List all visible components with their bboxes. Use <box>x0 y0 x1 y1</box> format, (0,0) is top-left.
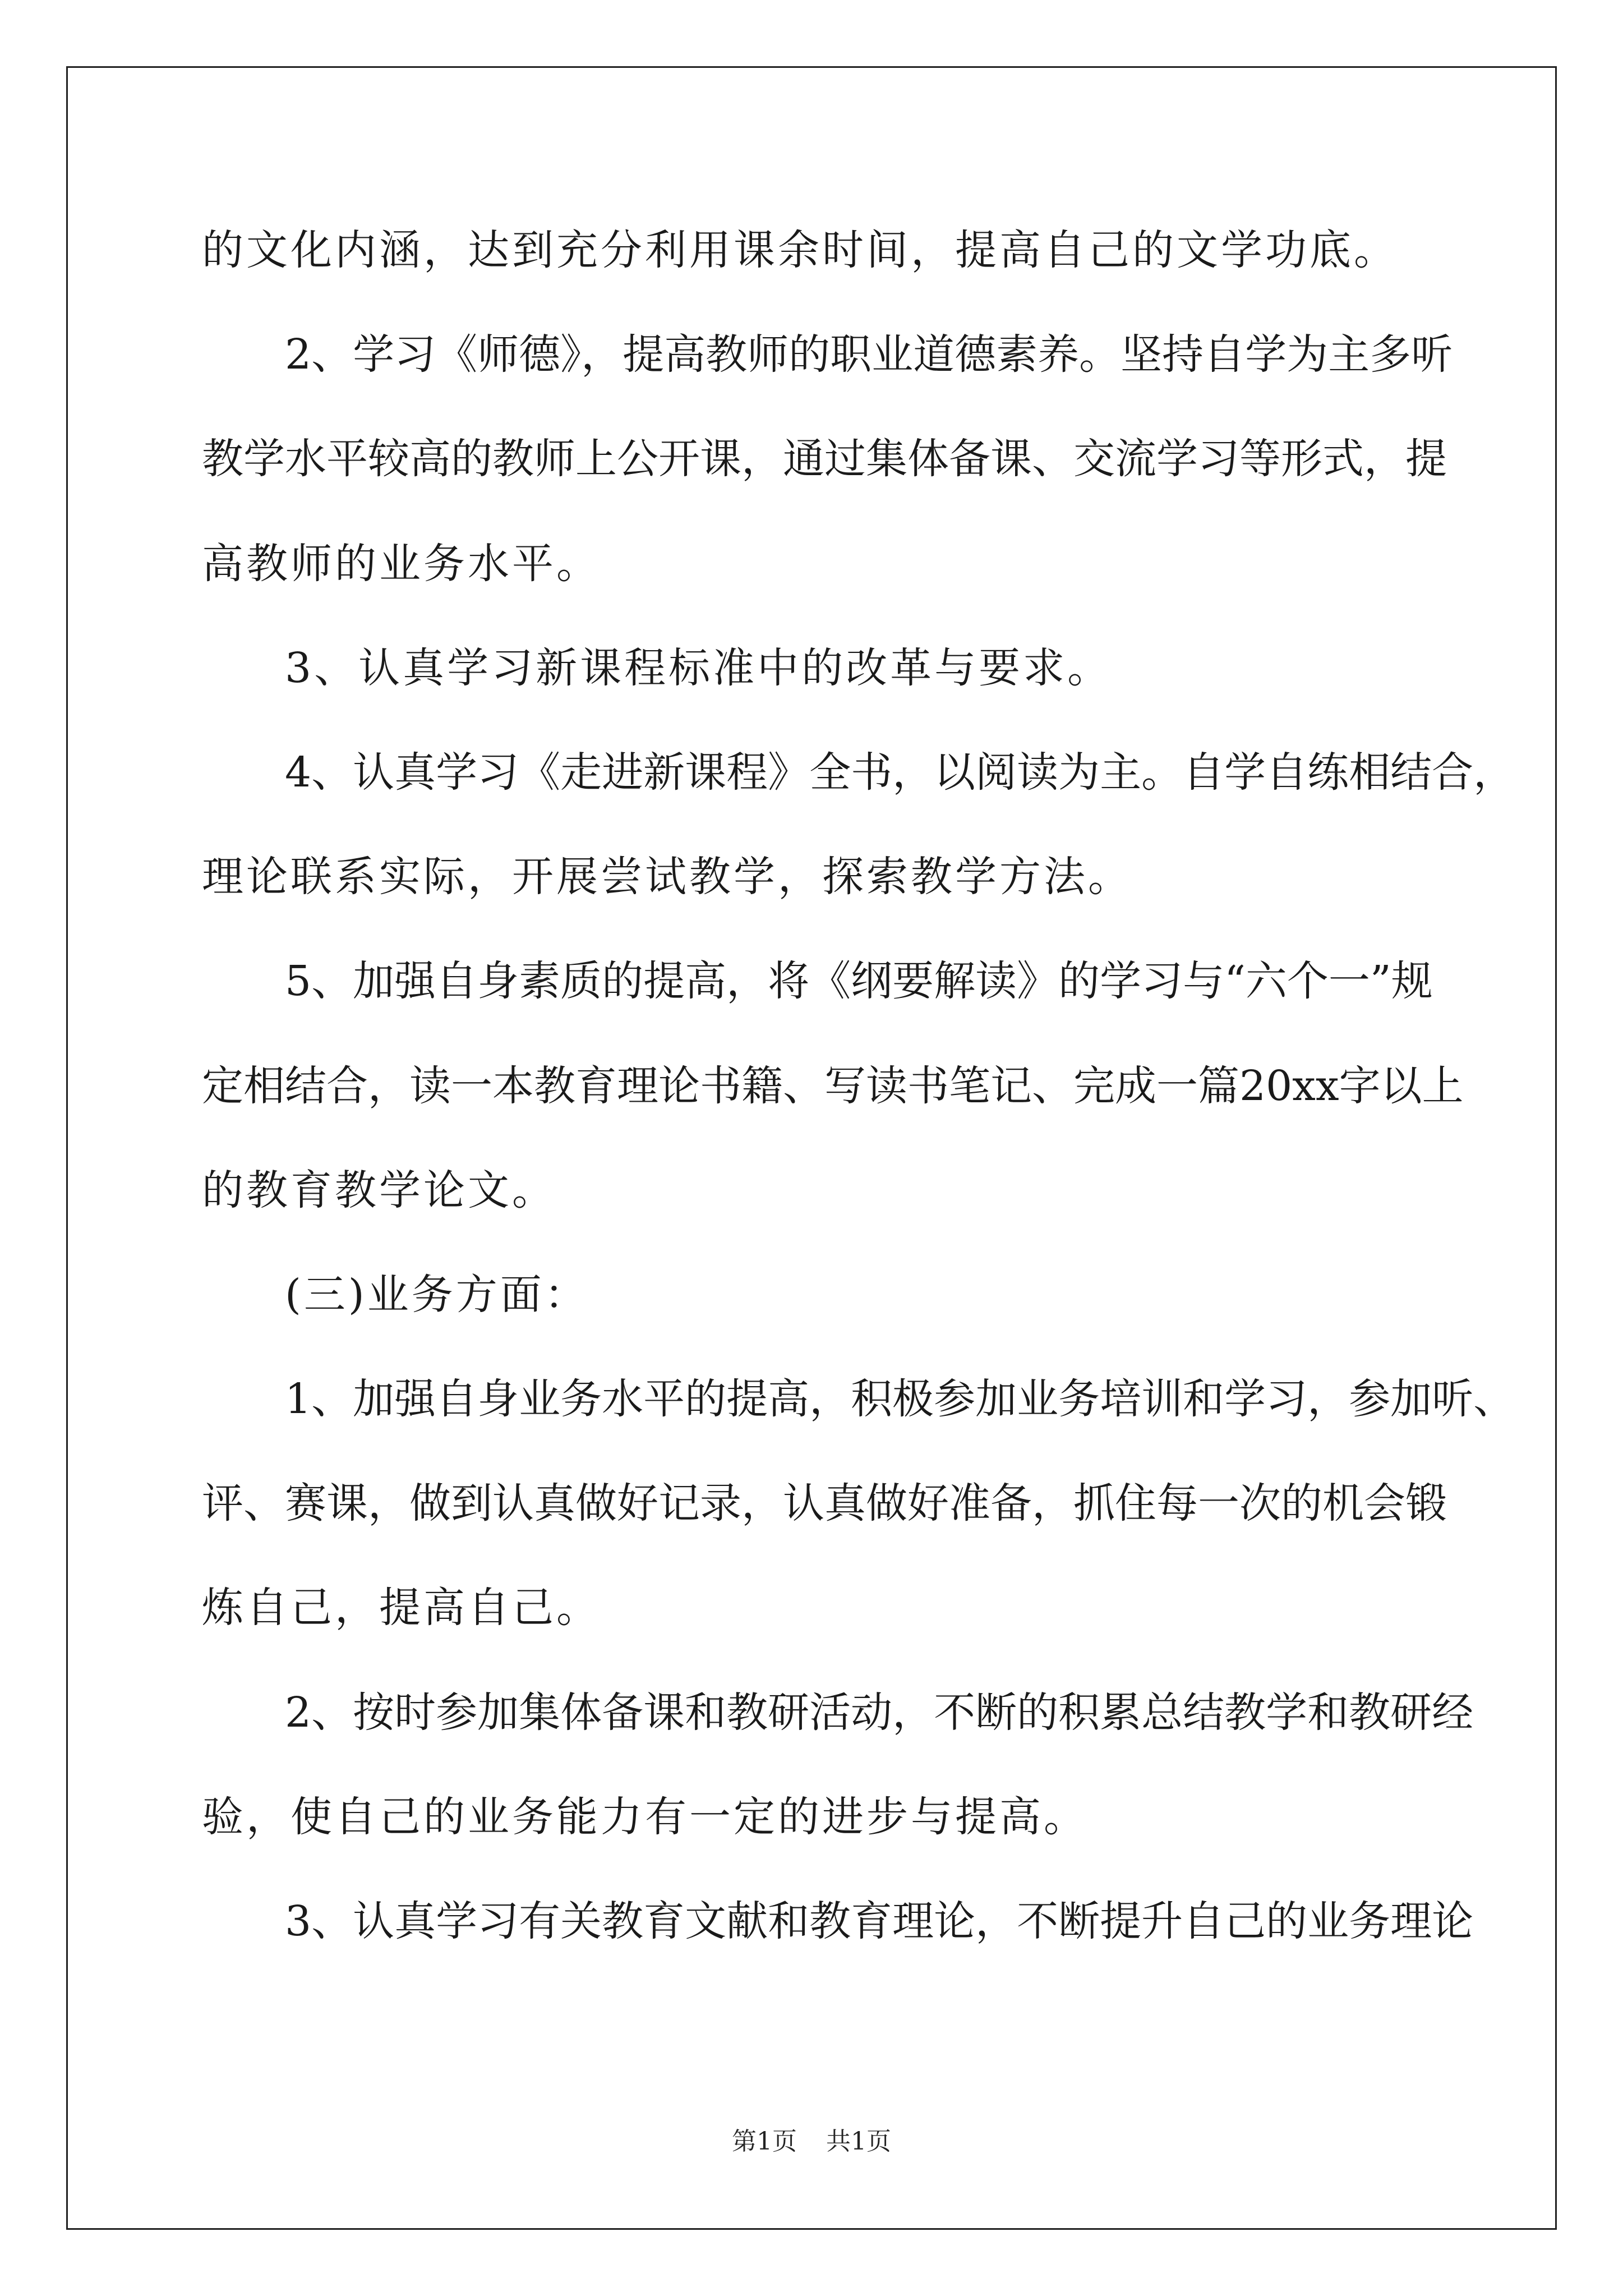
text-line: 评、赛课，做到认真做好记录，认真做好准备，抓住每一次的机会锻 <box>202 1479 1447 1528</box>
page-total: 共1页 <box>826 2127 891 2156</box>
text-line: 教学水平较高的教师上公开课，通过集体备课、交流学习等形式，提 <box>202 435 1447 484</box>
text-line: 的教育教学论文。 <box>202 1166 556 1214</box>
document-body <box>202 217 1515 1992</box>
text-line: 理论联系实际，开展尝试教学，探索教学方法。 <box>202 853 1132 901</box>
text-line: 2、按时参加集体备课和教研活动，不断的积累总结教学和教研经 <box>285 1688 1474 1737</box>
text-line: 2、学习《师德》，提高教师的职业道德素养。坚持自学为主多听 <box>285 330 1453 379</box>
text-line: 炼自己，提高自己。 <box>202 1584 601 1632</box>
text-line: 5、加强自身素质的提高，将《纲要解读》的学习与“六个一”规 <box>285 957 1433 1006</box>
page-number: 第1页 <box>732 2127 797 2156</box>
text-line: 高教师的业务水平。 <box>202 539 601 588</box>
text-line: 定相结合，读一本教育理论书籍、写读书笔记、完成一篇20xx字以上 <box>202 1061 1464 1110</box>
text-line: 验，使自己的业务能力有一定的进步与提高。 <box>202 1792 1088 1841</box>
text-line: 3、认真学习有关教育文献和教育理论，不断提升自己的业务理论 <box>285 1897 1474 1945</box>
text-line: 的文化内涵，达到充分利用课余时间，提高自己的文学功底。 <box>202 226 1398 274</box>
text-line: 3、认真学习新课程标准中的改革与要求。 <box>285 643 1112 692</box>
section-heading: (三)业务方面： <box>285 1270 589 1319</box>
text-line: 4、认真学习《走进新课程》全书，以阅读为主。自学自练相结合， <box>285 748 1515 797</box>
page-footer <box>0 2125 1623 2159</box>
text-line: 1、加强自身业务水平的提高，积极参加业务培训和学习，参加听、 <box>285 1375 1515 1424</box>
